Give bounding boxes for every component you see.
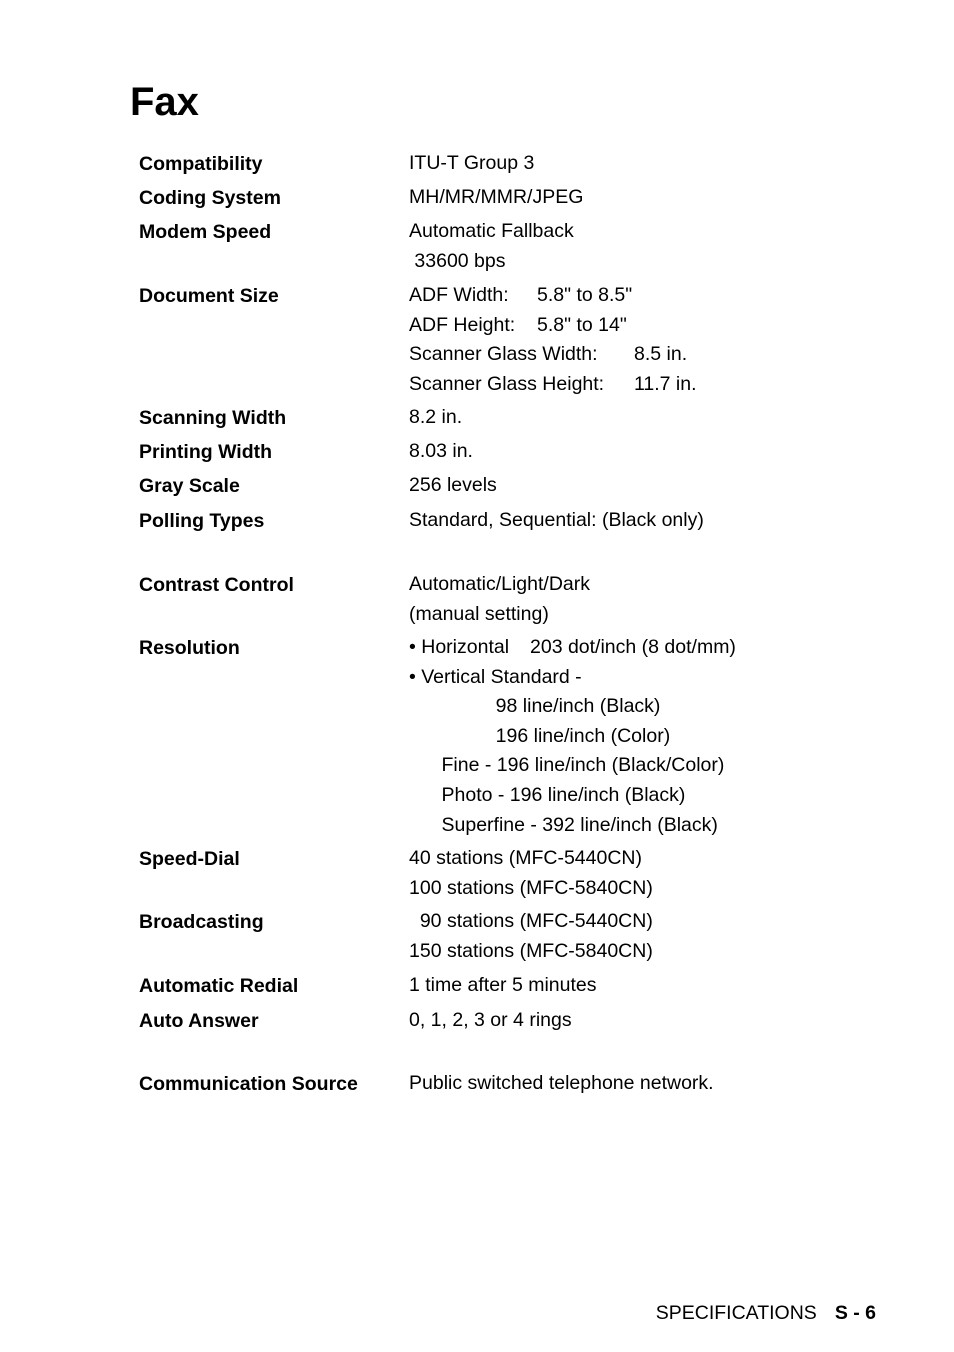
spec-value-line — [409, 370, 697, 400]
spec-value — [409, 844, 653, 903]
spec-value-amount: 8.5 in. — [634, 343, 688, 366]
spec-label: Automatic Redial — [139, 975, 299, 997]
spec-value-line: Automatic Fallback — [409, 220, 574, 242]
page-title: Fax — [130, 80, 199, 124]
spec-value — [409, 907, 653, 966]
spec-value-key: ADF Height: — [409, 313, 516, 336]
spec-value-line: 90 stations (MFC-5440CN) — [409, 910, 653, 932]
spec-value — [409, 471, 497, 501]
spec-value — [409, 403, 462, 433]
spec-value-line: 8.03 in. — [409, 440, 473, 462]
spec-value — [409, 149, 534, 179]
spec-value-line: 100 stations (MFC-5840CN) — [409, 876, 653, 899]
spec-value-line: 256 levels — [409, 474, 497, 496]
spec-value — [409, 1069, 714, 1099]
spec-value-line — [409, 633, 736, 663]
spec-label: Compatibility — [139, 153, 263, 175]
spec-value — [409, 570, 590, 629]
spec-value-line: MH/MR/MMR/JPEG — [409, 186, 584, 208]
spec-value-line: 1 time after 5 minutes — [409, 974, 597, 996]
spec-value-key: Scanner Glass Width: — [409, 343, 598, 366]
spec-label: Speed-Dial — [139, 848, 240, 870]
spec-value-line: Fine - 196 line/inch (Black/Color) — [409, 754, 725, 777]
spec-value-line: Public switched telephone network. — [409, 1072, 714, 1094]
spec-value — [409, 183, 583, 213]
spec-label: Document Size — [139, 285, 279, 307]
spec-value-line: Automatic/Light/Dark — [409, 573, 590, 595]
spec-label: Polling Types — [139, 510, 265, 532]
spec-value-line: Superfine - 392 line/inch (Black) — [409, 813, 718, 836]
spec-label: Communication Source — [139, 1073, 358, 1095]
spec-value-line: Standard, Sequential: (Black only) — [409, 509, 704, 531]
spec-value-line — [409, 281, 633, 311]
spec-value-amount: 5.8" to 8.5" — [537, 284, 633, 306]
spec-value-line: 98 line/inch (Black) — [409, 695, 661, 718]
spec-value-amount: 5.8" to 14" — [537, 313, 627, 336]
spec-value — [409, 437, 473, 467]
page-number: S - 6 — [834, 1302, 876, 1324]
spec-value — [409, 633, 736, 840]
spec-value — [409, 1006, 572, 1036]
page-footer — [656, 1298, 876, 1328]
spec-label: Resolution — [139, 637, 240, 659]
spec-label: Modem Speed — [139, 221, 272, 243]
spec-value-line: ITU-T Group 3 — [409, 152, 535, 174]
spec-value-line: Photo - 196 line/inch (Black) — [409, 783, 686, 806]
spec-value — [409, 971, 597, 1001]
spec-value-line: 150 stations (MFC-5840CN) — [409, 939, 653, 962]
spec-value-line — [409, 340, 688, 370]
footer-section: SPECIFICATIONS — [655, 1302, 817, 1324]
spec-value-key: Scanner Glass Height: — [409, 372, 605, 395]
spec-label: Printing Width — [139, 441, 273, 463]
spec-label: Scanning Width — [139, 407, 287, 429]
spec-value — [409, 506, 704, 536]
spec-value-line: 0, 1, 2, 3 or 4 rings — [409, 1009, 572, 1031]
spec-value-line: 40 stations (MFC-5440CN) — [409, 847, 642, 869]
spec-value — [409, 217, 574, 276]
spec-label: Contrast Control — [139, 574, 294, 596]
spec-value — [409, 281, 697, 399]
spec-value-key: • Horizontal — [409, 636, 510, 658]
spec-label: Gray Scale — [139, 475, 240, 497]
spec-value-amount: 11.7 in. — [634, 372, 697, 395]
spec-label: Broadcasting — [139, 911, 264, 933]
spec-value-line: 196 line/inch (Color) — [409, 724, 671, 747]
spec-value-key: ADF Width: — [409, 284, 509, 306]
spec-value-amount: 203 dot/inch (8 dot/mm) — [530, 636, 736, 658]
spec-value-line: 33600 bps — [409, 249, 506, 272]
spec-label: Auto Answer — [139, 1010, 259, 1032]
spec-value-line — [409, 311, 627, 341]
spec-value-line: 8.2 in. — [409, 406, 463, 428]
spec-value-line: (manual setting) — [409, 602, 549, 625]
spec-value-line: • Vertical Standard - — [409, 665, 582, 688]
spec-label: Coding System — [139, 187, 281, 209]
